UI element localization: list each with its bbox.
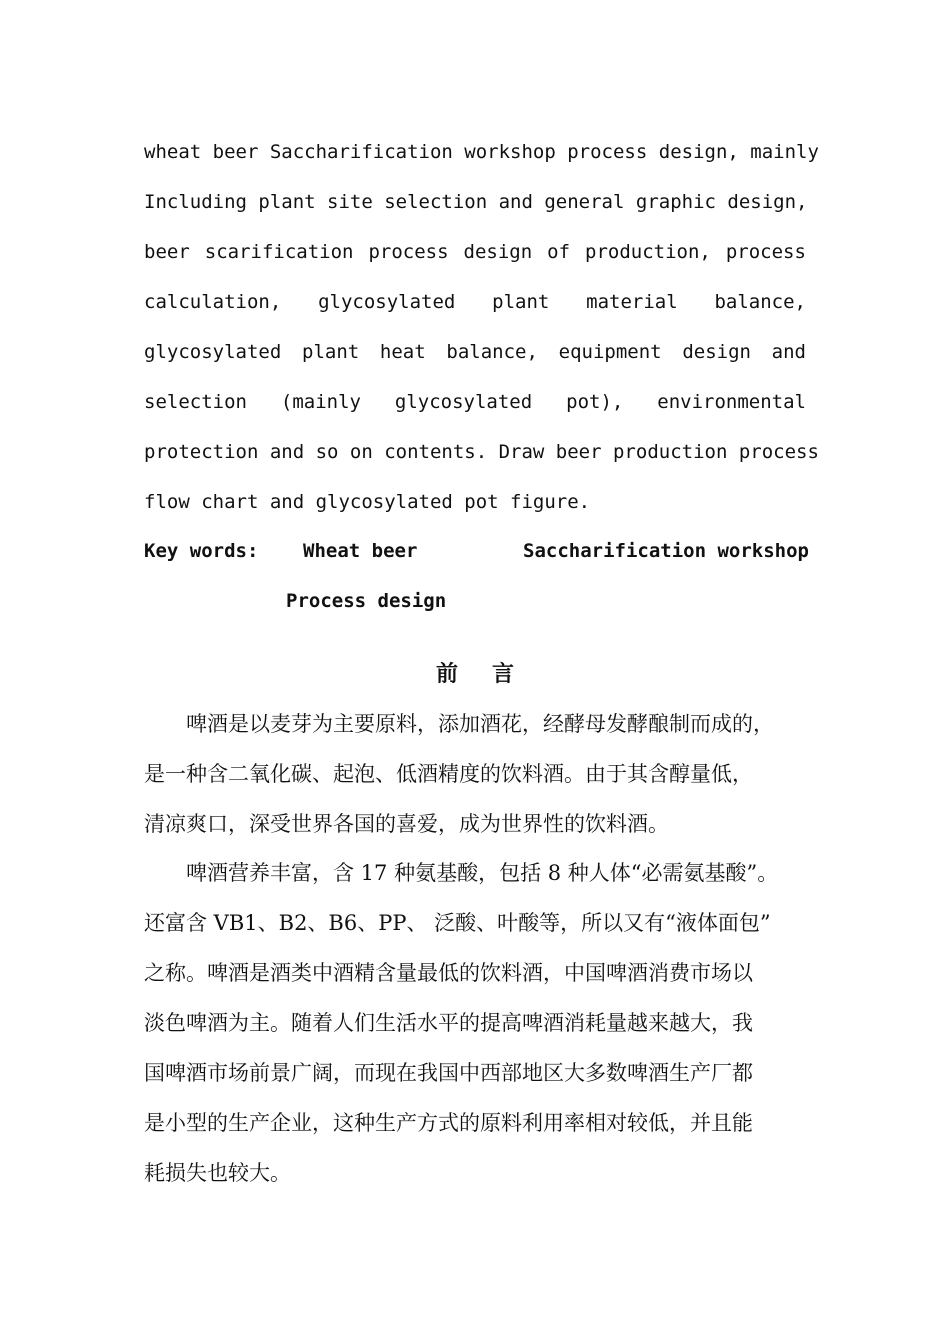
abstract-line xyxy=(144,340,806,364)
body-line: 淡色啤酒为主。随着人们生活水平的提高啤酒消耗量越来越大，我 xyxy=(144,1011,753,1035)
abstract-word: environmental xyxy=(657,391,806,413)
abstract-word: of xyxy=(547,241,571,263)
abstract-line xyxy=(144,290,806,314)
abstract-word: calculation, xyxy=(144,291,282,313)
abstract-line xyxy=(144,440,819,464)
abstract-line xyxy=(144,390,806,414)
abstract-word: material xyxy=(586,291,678,313)
abstract-word: (mainly xyxy=(280,391,361,413)
abstract-line xyxy=(144,140,819,164)
section-title xyxy=(0,660,950,688)
abstract-word: selection xyxy=(144,391,247,413)
abstract-word: glycosylated xyxy=(394,391,533,413)
abstract-word: glycosylated xyxy=(318,291,456,313)
abstract-word: beer xyxy=(144,241,190,263)
body-line: 国啤酒市场前景广阔，而现在我国中西部地区大多数啤酒生产厂都 xyxy=(144,1061,753,1085)
body-line: 清凉爽口，深受世界各国的喜爱，成为世界性的饮料酒。 xyxy=(144,812,669,836)
abstract-word: process xyxy=(368,241,449,263)
body-line: 耗损失也较大。 xyxy=(144,1161,291,1185)
abstract-word: design xyxy=(463,241,533,263)
abstract-word: scarification xyxy=(204,241,354,263)
abstract-word: wheat beer Saccharification workshop process design, mainly xyxy=(144,141,819,163)
abstract-line xyxy=(144,490,806,514)
abstract-word: balance, xyxy=(714,291,806,313)
keyword-item: Wheat beer xyxy=(303,540,418,562)
abstract-word: Including plant site selection and general graphic design, xyxy=(144,191,808,213)
abstract-word: production, xyxy=(585,241,711,263)
abstract-word: and xyxy=(771,341,806,363)
abstract-word: equipment xyxy=(558,341,662,363)
abstract-line xyxy=(144,190,806,214)
body-line: 是小型的生产企业，这种生产方式的原料利用率相对较低，并且能 xyxy=(144,1111,753,1135)
abstract-word: process xyxy=(725,241,806,263)
keyword-item: Saccharification workshop xyxy=(523,540,809,562)
abstract-word: heat xyxy=(379,341,426,363)
section-title-char: 前 xyxy=(435,661,458,687)
abstract-word: design xyxy=(682,341,751,363)
abstract-word: plant xyxy=(492,291,550,313)
abstract-word: balance, xyxy=(446,341,538,363)
section-title-char: 言 xyxy=(492,661,515,687)
body-line: 啤酒是以麦芽为主要原料，添加酒花，经酵母发酵酿制而成的， xyxy=(144,712,774,736)
abstract-word: flow chart and glycosylated pot figure. xyxy=(144,491,591,513)
body-line: 还富含 VB1、B2、B6、PP、 泛酸、叶酸等，所以又有“液体面包” xyxy=(144,911,771,935)
body-line: 之称。啤酒是酒类中酒精含量最低的饮料酒，中国啤酒消费市场以 xyxy=(144,961,753,985)
body-line: 啤酒营养丰富，含 17 种氨基酸，包括 8 种人体“必需氨基酸”。 xyxy=(144,861,779,885)
abstract-word: protection and so on contents. Draw beer production process xyxy=(144,441,819,463)
body-line: 是一种含二氧化碳、起泡、低酒精度的饮料酒。由于其含醇量低， xyxy=(144,762,753,786)
abstract-word: pot), xyxy=(566,391,624,413)
abstract-line xyxy=(144,240,806,264)
keyword-item: Process design xyxy=(286,590,447,612)
keywords-label: Key words: xyxy=(144,540,259,562)
abstract-word: glycosylated xyxy=(144,341,282,363)
abstract-word: plant xyxy=(302,341,360,363)
